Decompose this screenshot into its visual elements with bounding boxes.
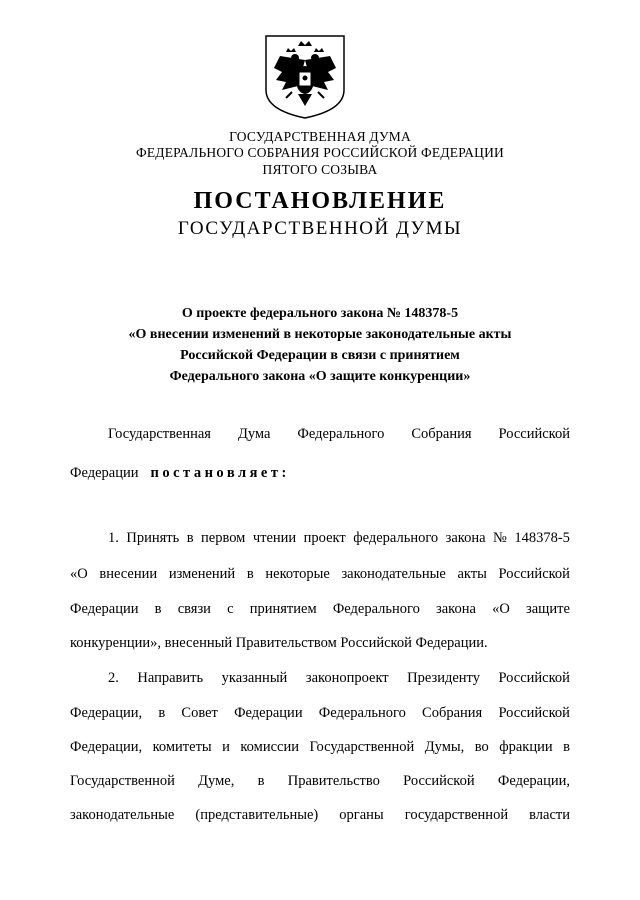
word: органы [339,807,384,823]
preamble-action: постановляет: [150,465,290,481]
subject-line-4: Федерального закона «О защите конкуренции» [169,369,471,384]
word: в [246,566,254,582]
word: 1. [108,530,119,546]
word: Российской [403,773,475,789]
word: проект [303,530,346,546]
word: Направить [137,670,204,686]
word: Думы, [424,739,465,755]
word: Собрания [422,705,483,721]
word: Российской [498,426,570,442]
word: «О [492,601,510,617]
item2-line-4 [70,773,570,790]
word: акты [457,566,487,582]
word: Правительство [287,773,380,789]
org-name-line-2: ФЕДЕРАЛЬНОГО СОБРАНИЯ РОССИЙСКОЙ ФЕДЕРАЦИИ [136,145,504,160]
document-title: ПОСТАНОВЛЕНИЕ [193,188,447,214]
word: Собрания [411,426,472,442]
word: некоторые [265,566,330,582]
word: в [158,705,166,721]
word: указанный [221,670,288,686]
word: с [227,601,234,617]
word: связи [177,601,211,617]
word: Думе, [198,773,235,789]
word: Государственной [70,773,175,789]
word: комитеты [152,739,212,755]
word: власти [529,807,570,823]
subject-line-2: «О внесении изменений в некоторые законодательные акты [128,327,512,342]
word: во [474,739,489,755]
coat-of-arms-icon [262,34,348,120]
item2-line-2 [70,705,570,722]
word: Федерального [332,601,420,617]
word: Дума [237,426,271,442]
word: «О [70,566,88,582]
word: Федерального [297,426,385,442]
word: в [186,530,194,546]
item1-line-4: конкуренции», внесенный Правительством Российской Федерации. [70,635,488,651]
word: Государственная [108,426,211,442]
word: Совет [181,705,218,721]
item2-line-3 [70,739,570,756]
word: закона [445,530,486,546]
word: первом [201,530,246,546]
word: 148378-5 [514,530,570,546]
item1-line-2 [70,566,570,583]
convocation-line: ПЯТОГО СОЗЫВА [262,162,378,177]
item1-line-3 [70,601,570,618]
word: № [493,530,507,546]
preamble-line-2 [70,465,570,482]
word: Принять [126,530,180,546]
word: Российской [498,670,570,686]
word: Федерации, [497,773,570,789]
word: защите [526,601,570,617]
item2-line-5 [70,807,570,824]
subject-line-3: Российской Федерации в связи с принятием [180,348,460,363]
word: Российской [498,705,570,721]
item2-line-1 [108,670,570,687]
word: внесении [99,566,158,582]
org-name-line-1: ГОСУДАРСТВЕННАЯ ДУМА [229,129,411,144]
item1-line-1 [108,530,570,547]
word: Федерации [70,601,139,617]
word: законодательные [341,566,446,582]
subject-line-1: О проекте федерального закона № 148378-5 [181,306,459,321]
preamble-start: Федерации [70,465,139,481]
word: комиссии [240,739,299,755]
word: в [257,773,265,789]
word: фракции [499,739,553,755]
word: федерального [353,530,439,546]
word: Федерации, [70,739,143,755]
word: Федерации [234,705,303,721]
word: в [154,601,162,617]
word: государственной [404,807,509,823]
word: 2. [108,670,119,686]
word: Федерального [318,705,406,721]
word: законодательные [70,807,175,823]
word: чтении [252,530,297,546]
word: Российской [498,566,570,582]
word: Государственной [309,739,415,755]
word: законопроект [305,670,389,686]
word: принятием [249,601,317,617]
word: Федерации, [70,705,143,721]
preamble-line-1 [108,426,570,443]
word: в [563,739,570,755]
word: и [222,739,230,755]
word: изменений [168,566,236,582]
word: (представительные) [195,807,319,823]
document-subtitle: ГОСУДАРСТВЕННОЙ ДУМЫ [177,218,463,239]
word: Президенту [407,670,480,686]
word: закона [436,601,476,617]
